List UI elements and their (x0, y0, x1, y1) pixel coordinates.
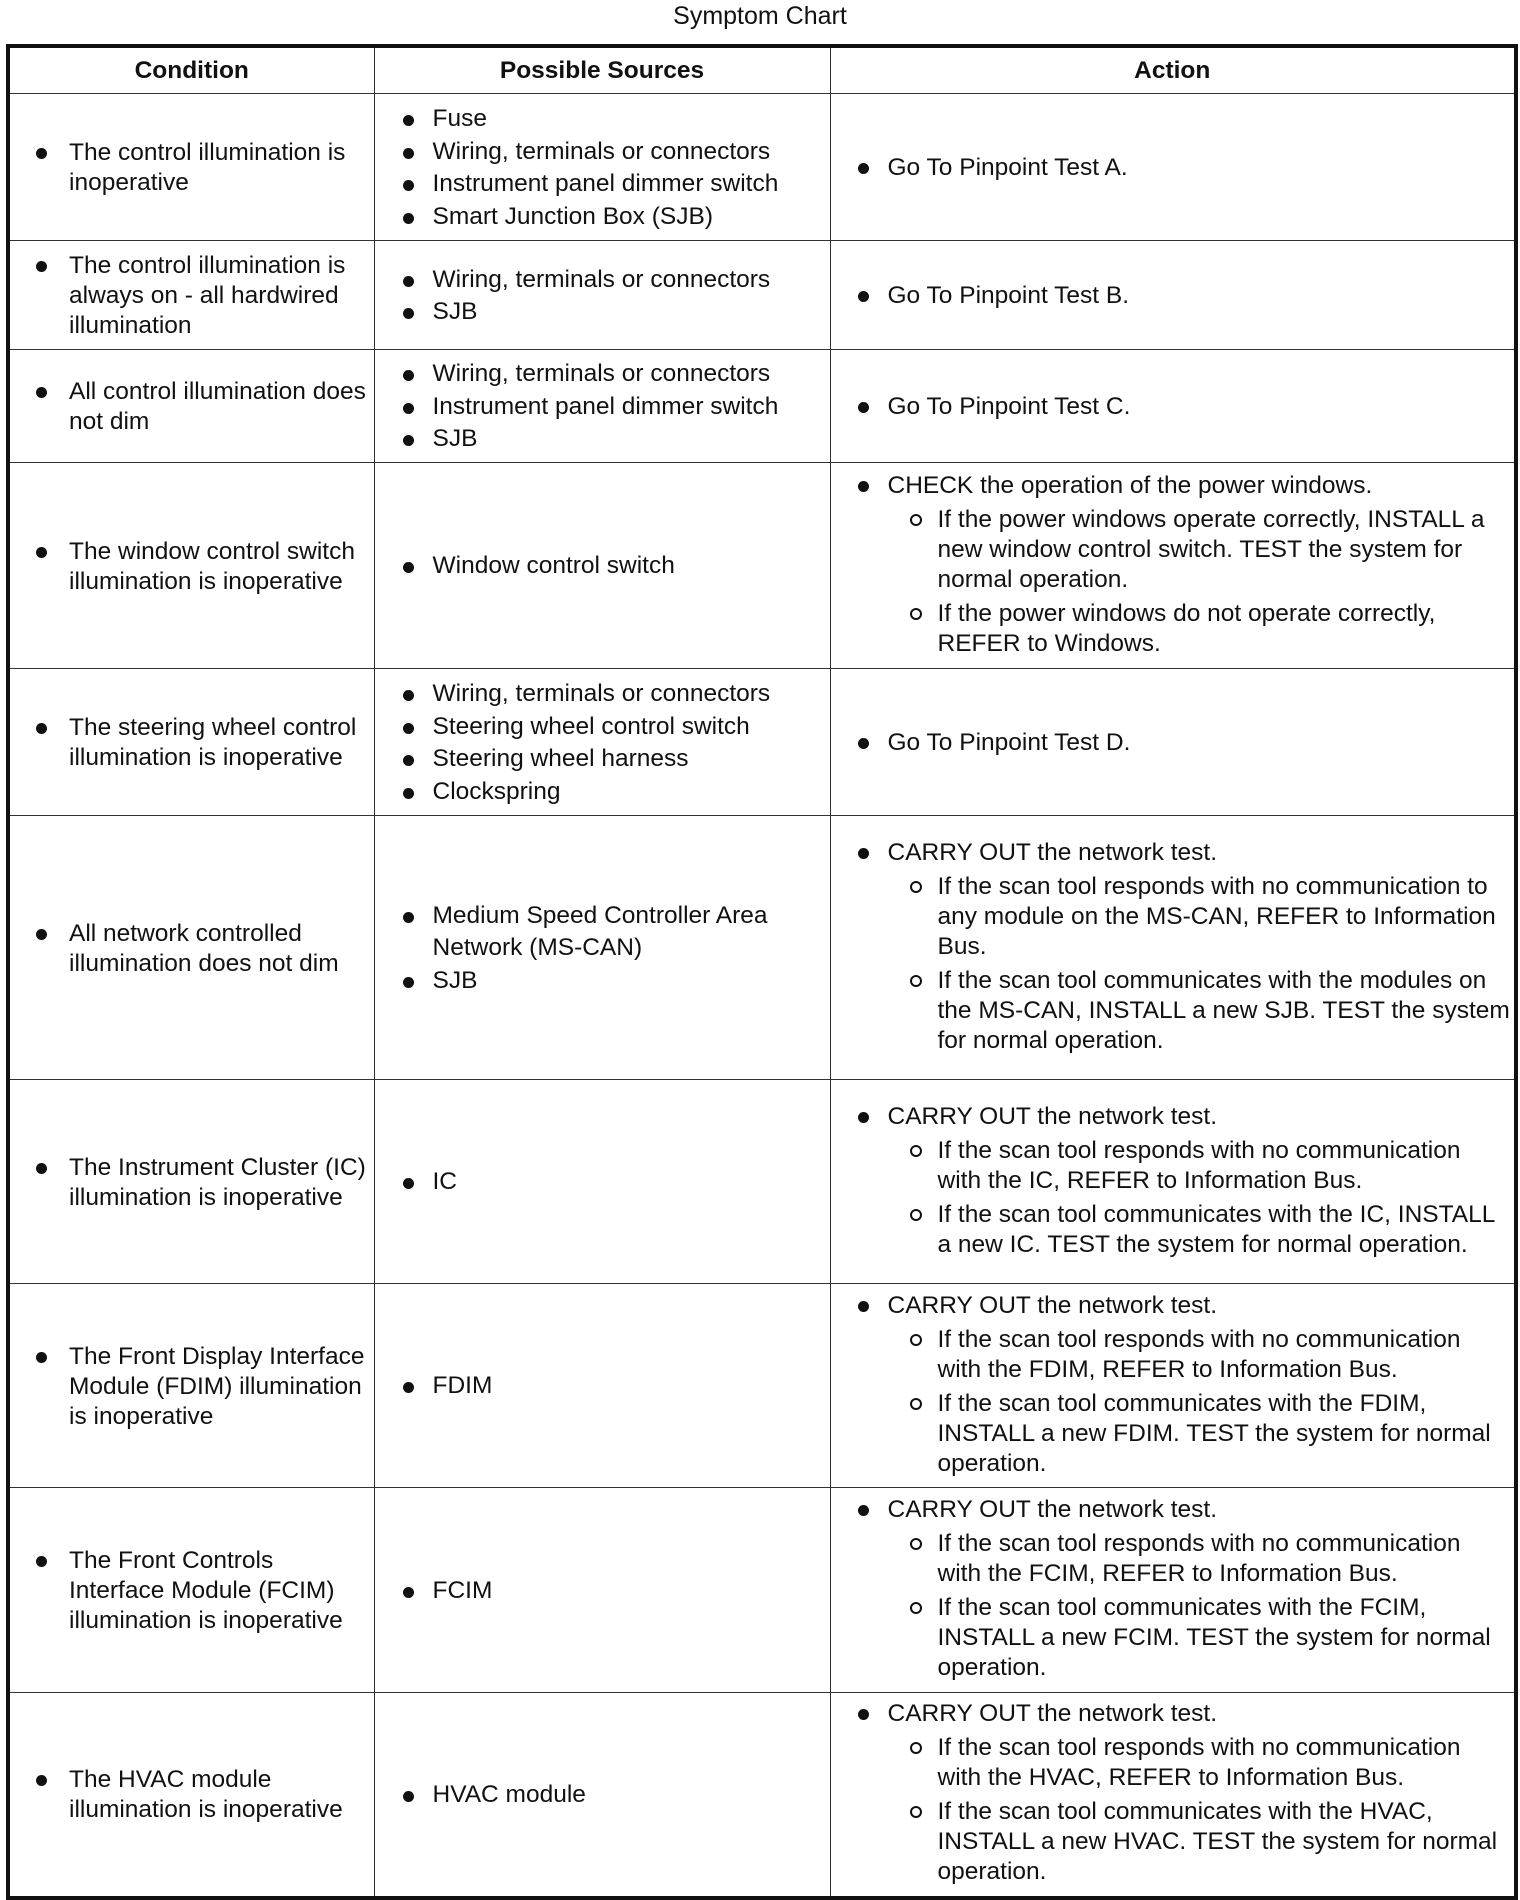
action-text: CARRY OUT the network test. (887, 1102, 1218, 1130)
source-item: Medium Speed Controller Area Network (MS-CAN) (375, 900, 824, 965)
condition-list (10, 1546, 368, 1636)
action-item (831, 1699, 1511, 1887)
sub-action-item: If the scan tool responds with no communication with the HVAC, REFER to Information Bus. (888, 1733, 1511, 1793)
condition-list (10, 251, 368, 341)
symptom-chart-table (6, 44, 1518, 1900)
action-item (831, 1291, 1511, 1479)
condition-cell (8, 1080, 374, 1284)
source-item: SJB (375, 296, 824, 329)
sub-action-list (888, 1529, 1511, 1683)
action-header: Action (830, 46, 1516, 94)
condition-cell (8, 816, 374, 1080)
table-row (8, 1284, 1516, 1488)
sources-list (375, 1370, 824, 1403)
condition-list (10, 138, 368, 198)
condition-list (10, 537, 368, 597)
source-item: Wiring, terminals or connectors (375, 136, 824, 169)
condition-text: The HVAC module illumination is inoperative (10, 1765, 368, 1825)
action-item (831, 838, 1511, 1056)
action-list (831, 838, 1511, 1056)
action-text: CARRY OUT the network test. (887, 1496, 1218, 1523)
source-item: Window control switch (375, 550, 824, 583)
table-row (8, 1488, 1516, 1693)
source-item: Steering wheel control switch (375, 711, 824, 744)
condition-text: All control illumination does not dim (10, 377, 368, 437)
table-row (8, 669, 1516, 816)
source-item: Wiring, terminals or connectors (375, 358, 824, 391)
sub-action-item: If the scan tool communicates with the IC, INSTALL a new IC. TEST the system for normal operation. (888, 1200, 1511, 1260)
sub-action-list (888, 872, 1511, 1056)
action-item (831, 1495, 1511, 1683)
condition-cell (8, 350, 374, 463)
sources-cell (374, 350, 830, 463)
condition-text: The control illumination is always on - all hardwired illumination (10, 251, 368, 341)
sources-list (375, 358, 824, 456)
action-list (831, 281, 1511, 311)
action-cell (830, 1284, 1516, 1488)
document-title: Symptom Chart (673, 2, 847, 30)
table-row (8, 1080, 1516, 1284)
sub-action-item: If the scan tool responds with no communication with the IC, REFER to Information Bus. (888, 1136, 1511, 1196)
table-row (8, 1693, 1516, 1898)
table-row (8, 350, 1516, 463)
sources-list (375, 550, 824, 583)
sources-list (375, 900, 824, 998)
sources-cell (374, 241, 830, 350)
condition-cell (8, 669, 374, 816)
condition-text: The control illumination is inoperative (10, 138, 368, 198)
condition-cell (8, 463, 374, 669)
condition-text: The Instrument Cluster (IC) illumination is inoperative (10, 1153, 368, 1213)
source-item: Fuse (375, 103, 824, 136)
sources-cell (374, 816, 830, 1080)
sub-action-item: If the scan tool communicates with the modules on the MS-CAN, INSTALL a new SJB. TEST the system for normal operation. (888, 966, 1511, 1056)
condition-text: All network controlled illumination does not dim (10, 919, 368, 979)
condition-list (10, 919, 368, 979)
source-item: Clockspring (375, 776, 824, 809)
sub-action-item: If the power windows operate correctly, INSTALL a new window control switch. TEST the system for normal operation. (888, 505, 1511, 595)
sub-action-item: If the power windows do not operate correctly, REFER to Windows. (888, 599, 1511, 659)
condition-cell (8, 94, 374, 241)
sources-list (375, 1779, 824, 1812)
action-item (831, 728, 1511, 758)
sub-action-item: If the scan tool responds with no communication to any module on the MS-CAN, REFER to Information Bus. (888, 872, 1511, 962)
action-item (831, 281, 1511, 311)
action-list (831, 728, 1511, 758)
condition-cell (8, 1284, 374, 1488)
header-row (8, 46, 1516, 94)
sources-cell (374, 1488, 830, 1693)
source-item: FDIM (375, 1370, 824, 1403)
action-cell (830, 669, 1516, 816)
condition-header: Condition (8, 46, 374, 94)
sub-action-list (888, 1325, 1511, 1479)
action-list (831, 153, 1511, 183)
sources-list (375, 678, 824, 808)
action-text: Go To Pinpoint Test B. (887, 282, 1130, 309)
condition-text: The Front Display Interface Module (FDIM) illumination is inoperative (10, 1342, 368, 1432)
action-list (831, 392, 1511, 422)
sources-cell (374, 1080, 830, 1284)
condition-text: The window control switch illumination is inoperative (10, 537, 368, 597)
source-item: IC (375, 1166, 824, 1199)
source-item: Wiring, terminals or connectors (375, 678, 824, 711)
sub-action-item: If the scan tool communicates with the HVAC, INSTALL a new HVAC. TEST the system for normal operation. (888, 1797, 1511, 1887)
sub-action-item: If the scan tool communicates with the FCIM, INSTALL a new FCIM. TEST the system for normal operation. (888, 1593, 1511, 1683)
source-item: FCIM (375, 1575, 824, 1608)
action-cell (830, 1693, 1516, 1898)
action-cell (830, 241, 1516, 350)
action-text: Go To Pinpoint Test C. (887, 393, 1131, 420)
sources-cell (374, 1693, 830, 1898)
table-row (8, 816, 1516, 1080)
sub-action-list (888, 1136, 1511, 1260)
action-cell (830, 94, 1516, 241)
action-cell (830, 463, 1516, 669)
source-item: SJB (375, 423, 824, 456)
condition-list (10, 1153, 368, 1213)
action-text: Go To Pinpoint Test A. (887, 154, 1128, 181)
action-cell (830, 1488, 1516, 1693)
action-item (831, 392, 1511, 422)
condition-text: The Front Controls Interface Module (FCIM) illumination is inoperative (10, 1546, 368, 1636)
action-text: CARRY OUT the network test. (887, 838, 1218, 866)
condition-text: The steering wheel control illumination is inoperative (10, 713, 368, 773)
action-text: Go To Pinpoint Test D. (887, 729, 1131, 756)
chart-body (8, 94, 1516, 1898)
sources-list (375, 1575, 824, 1608)
condition-list (10, 1765, 368, 1825)
action-list (831, 1495, 1511, 1683)
condition-list (10, 713, 368, 773)
table-row (8, 463, 1516, 669)
source-item: SJB (375, 965, 824, 998)
sub-action-item: If the scan tool communicates with the FDIM, INSTALL a new FDIM. TEST the system for normal operation. (888, 1389, 1511, 1479)
sub-action-item: If the scan tool responds with no communication with the FCIM, REFER to Information Bus. (888, 1529, 1511, 1589)
condition-list (10, 1342, 368, 1432)
sub-action-item: If the scan tool responds with no communication with the FDIM, REFER to Information Bus. (888, 1325, 1511, 1385)
action-item (831, 471, 1511, 659)
action-list (831, 1699, 1511, 1887)
action-list (831, 471, 1511, 659)
sources-cell (374, 669, 830, 816)
sources-cell (374, 463, 830, 669)
condition-list (10, 377, 368, 437)
action-list (831, 1102, 1511, 1260)
sub-action-list (888, 505, 1511, 659)
action-cell (830, 816, 1516, 1080)
sources-header: Possible Sources (374, 46, 830, 94)
source-item: Wiring, terminals or connectors (375, 264, 824, 297)
table-row (8, 241, 1516, 350)
source-item: Instrument panel dimmer switch (375, 168, 824, 201)
action-cell (830, 350, 1516, 463)
action-cell (830, 1080, 1516, 1284)
source-item: Steering wheel harness (375, 743, 824, 776)
table-row (8, 94, 1516, 241)
condition-cell (8, 1693, 374, 1898)
sources-cell (374, 94, 830, 241)
action-text: CARRY OUT the network test. (887, 1291, 1218, 1319)
condition-cell (8, 241, 374, 350)
source-item: Instrument panel dimmer switch (375, 391, 824, 424)
action-item (831, 153, 1511, 183)
action-text: CHECK the operation of the power windows. (887, 471, 1373, 499)
sources-cell (374, 1284, 830, 1488)
sources-list (375, 264, 824, 329)
source-item: Smart Junction Box (SJB) (375, 201, 824, 234)
sub-action-list (888, 1733, 1511, 1887)
action-text: CARRY OUT the network test. (887, 1700, 1218, 1728)
action-item (831, 1102, 1511, 1260)
sources-list (375, 1166, 824, 1199)
condition-cell (8, 1488, 374, 1693)
source-item: HVAC module (375, 1779, 824, 1812)
action-list (831, 1291, 1511, 1479)
sources-list (375, 103, 824, 233)
